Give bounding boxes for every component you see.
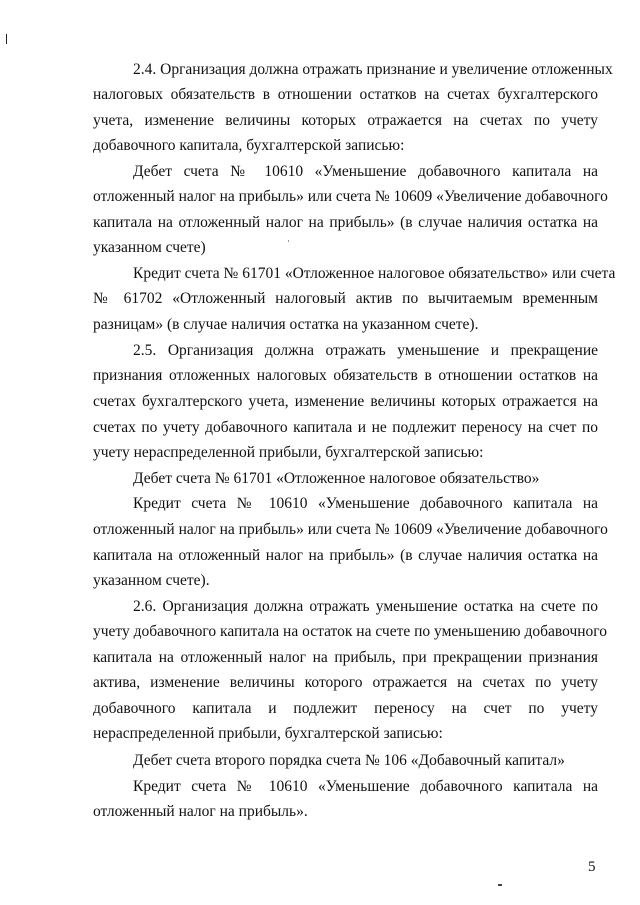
paragraph-line: капитала на отложенный налог на прибыль, при прекращении признания (93, 649, 598, 666)
paragraph-line: отложенный налог на прибыль» или счета № 10609 «Увеличение добавочного (93, 188, 608, 205)
paragraph-line: добавочного капитала, бухгалтерской записью: (93, 137, 405, 154)
paragraph-line: капитала на отложенный налог на прибыль» (в случае наличия остатка на (93, 214, 598, 231)
paragraph-line: учету нераспределенной прибыли, бухгалтерской записью: (93, 444, 484, 461)
paragraph-line: учета, изменение величины которых отражается на счетах по учету (93, 112, 598, 129)
credit-entry-line: Кредит счета № 61701 «Отложенное налоговое обязательство» или счета (133, 265, 616, 282)
paragraph-line: счетах по учету добавочного капитала и не подлежит переносу на счет по (93, 419, 598, 436)
credit-entry-line: Кредит счета № 10610 «Уменьшение добавочного капитала на (133, 495, 598, 512)
paragraph-line: добавочного капитала и подлежит переносу на счет по учету (93, 700, 598, 717)
section-2-6-heading-line: 2.6. Организация должна отражать уменьшение остатка на счете по (133, 598, 598, 615)
paragraph-line: указанном счете). (93, 572, 210, 589)
paragraph-line: отложенный налог на прибыль». (93, 803, 308, 820)
debit-entry-line: Дебет счета второго порядка счета № 106 «Добавочный капитал» (133, 752, 565, 769)
page-number: 5 (588, 859, 596, 875)
paragraph-line: признания отложенных налоговых обязательств в отношении остатков на (93, 367, 598, 384)
paragraph-line: капитала на отложенный налог на прибыль» (в случае наличия остатка на (93, 547, 598, 564)
credit-entry-line: Кредит счета № 10610 «Уменьшение добавочного капитала на (133, 778, 598, 795)
paragraph-line: нераспределенной прибыли, бухгалтерской записью: (93, 725, 443, 742)
paragraph-line: разницам» (в случае наличия остатка на указанном счете). (93, 316, 479, 333)
debit-entry-line: Дебет счета № 61701 «Отложенное налоговое обязательство» (133, 470, 540, 487)
paragraph-line: счетах бухгалтерского учета, изменение величины которых отражается на (93, 393, 598, 410)
paragraph-line: указанном счете) (93, 239, 206, 256)
scan-mark (498, 884, 502, 886)
paragraph-line: налоговых обязательств в отношении остатков на счетах бухгалтерского (93, 86, 598, 103)
paragraph-line: № 61702 «Отложенный налоговый актив по вычитаемым временным (93, 290, 598, 307)
scan-mark (6, 34, 7, 44)
paragraph-line: учету добавочного капитала на остаток на счете по уменьшению добавочного (93, 623, 608, 640)
paragraph-line: актива, изменение величины которого отражается на счетах по учету (93, 674, 598, 691)
section-2-5-heading-line: 2.5. Организация должна отражать уменьшение и прекращение (133, 342, 598, 359)
debit-entry-line: Дебет счета № 10610 «Уменьшение добавочного капитала на (133, 163, 598, 180)
section-2-4-heading-line: 2.4. Организация должна отражать признание и увеличение отложенных (133, 61, 613, 78)
paragraph-line: отложенный налог на прибыль» или счета № 10609 «Увеличение добавочного (93, 521, 608, 538)
